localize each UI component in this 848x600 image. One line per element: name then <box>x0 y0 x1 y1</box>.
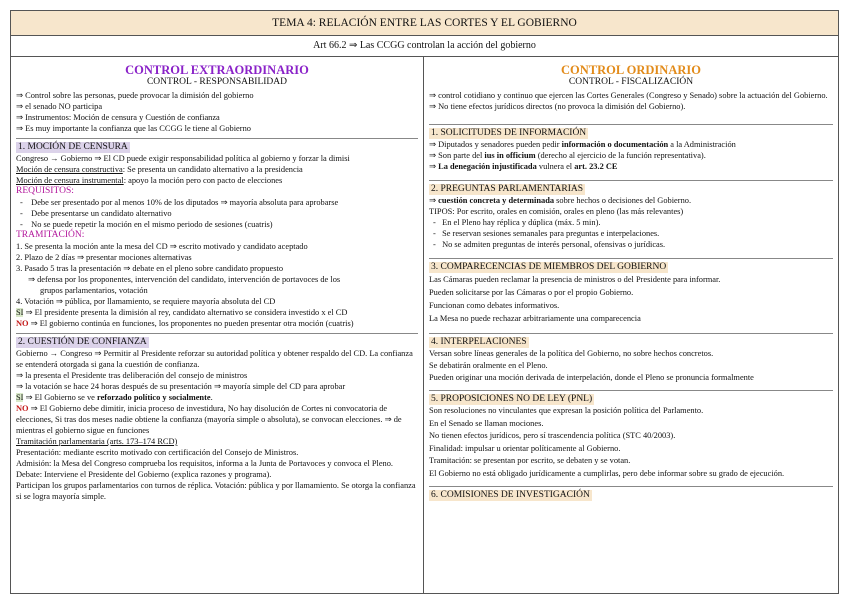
cuestion-no-line: NO ⇒ El Gobierno debe dimitir, inicia proceso de investidura, No hay disolución de Cortes ni convocatoria de elecciones, Si tras dos meses nadie obtiene la confianza (mayoría simple o absoluta), se convocan elecciones. ⇒ de mientras el gobierno sigue en funciones <box>16 404 402 435</box>
mocion-line-2: Moción de censura constructiva: Se presenta un candidato alternativo a la presidencia <box>16 165 303 174</box>
tramitacion-3: 3. Pasado 5 tras la presentación ⇒ debate en el pleno sobre candidato propuesto <box>16 264 284 273</box>
tramitacion-2: 2. Plazo de 2 días ⇒ presentar mociones alternativas <box>16 253 192 262</box>
page-title: TEMA 4: RELACIÓN ENTRE LAS CORTES Y EL GOBIERNO <box>11 11 838 36</box>
pnl-line-1: Son resoluciones no vinculantes que expresan la posición política del Parlamento. <box>429 406 704 415</box>
cuestion-line-2: ⇒ la presenta el Presidente tras deliberación del consejo de ministros <box>16 371 248 380</box>
comisiones-section <box>429 486 833 501</box>
cuestion-tramitacion-title: Tramitación parlamentaria (arts. 173–174 RCD) <box>16 437 178 446</box>
preguntas-section <box>429 180 833 250</box>
cuestion-tram-3: Debate: Interviene el Presidente del Gobierno (explica razones y programa). <box>16 470 272 479</box>
requisito-1: - Debe ser presentado por al menos 10% de los diputados ⇒ mayoría absoluta para aprobarse <box>20 198 339 207</box>
mocion-title: 1. MOCIÓN DE CENSURA <box>18 142 128 152</box>
left-heading: CONTROL EXTRAORDINARIO <box>125 63 309 77</box>
comparecencias-section <box>429 258 833 325</box>
right-subheading: CONTROL - FISCALIZACIÓN <box>568 77 694 87</box>
cuestion-tram-2: Admisión: la Mesa del Congreso comprueba los requisitos, informa a la Junta de Portavoces y convoca el Pleno. <box>16 459 394 468</box>
pnl-line-4: Finalidad: impulsar u orientar políticamente al Gobierno. <box>429 443 621 453</box>
cuestion-line-1: Gobierno → Congreso ⇒ Permitir al Presidente reforzar su autoridad política y obtener respaldo del CD. La confianza se entenderá otorgada si gana la cuestión de confianza. <box>16 349 413 369</box>
cuestion-tram-4: Participan los grupos parlamentarios con turnos de réplica. Votación: pública y por llamamiento. Se otorga la confianza si se logra mayoría simple. <box>16 481 416 501</box>
comparecencias-line-3: Funcionan como debates informativos. <box>429 301 560 310</box>
tramitacion-title: TRAMITACIÓN: <box>16 230 85 240</box>
control-ordinario-column <box>424 57 838 593</box>
pnl-section <box>429 390 833 480</box>
preguntas-item-3: - No se admiten preguntas de interés personal, ofensivas o jurídicas. <box>433 240 666 249</box>
requisito-2: - Debe presentarse un candidato alternativo <box>20 209 172 218</box>
right-heading: CONTROL ORDINARIO <box>561 63 701 77</box>
tramitacion-3-detail: ⇒ defensa por los proponentes, intervención del candidato, intervención de portavoces de los <box>28 275 341 284</box>
left-intro-4: ⇒ Es muy importante la confianza que las CCGG le tiene al Gobierno <box>16 124 251 133</box>
solicitudes-line-2: ⇒ Son parte del ius in officium (derecho al ejercicio de la función representativa). <box>429 151 706 160</box>
pnl-line-2: En el Senado se llaman mociones. <box>429 418 544 428</box>
preguntas-title: 2. PREGUNTAS PARLAMENTARIAS <box>431 184 583 194</box>
mocion-line-3: Moción de censura instrumental: apoyo la moción pero con pacto de elecciones <box>16 176 283 185</box>
comparecencias-line-4: La Mesa no puede rechazar arbitrariamente una comparecencia <box>429 314 641 323</box>
cuestion-tram-1: Presentación: mediante escrito motivado con certificación del Consejo de Ministros. <box>16 448 299 457</box>
comisiones-title: 6. COMISIONES DE INVESTIGACIÓN <box>431 490 590 500</box>
pnl-line-3: No tienen efectos jurídicos, pero sí trascendencia política (STC 40/2003). <box>429 431 676 440</box>
left-intro-3: ⇒ Instrumentos: Moción de censura y Cuestión de confianza <box>16 113 220 122</box>
mocion-si-line: SI ⇒ El presidente presenta la dimisión al rey, candidato alternativo se considera investido x el CD <box>16 308 348 317</box>
mocion-section <box>16 138 418 329</box>
tramitacion-4: 4. Votación ⇒ pública, por llamamiento, se requiere mayoría absoluta del CD <box>16 297 276 306</box>
interpelaciones-line-3: Pueden originar una moción derivada de interpelación, donde el Pleno se pronuncia formalmente <box>429 373 754 382</box>
cuestion-title: 2. CUESTIÓN DE CONFIANZA <box>18 337 147 347</box>
solicitudes-title: 1. SOLICITUDES DE INFORMACIÓN <box>431 128 587 138</box>
article-line: Art 66.2 ⇒ Las CCGG controlan la acción del gobierno <box>11 36 838 57</box>
left-intro-1: ⇒ Control sobre las personas, puede provocar la dimisión del gobierno <box>16 91 254 100</box>
preguntas-line-2: TIPOS: Por escrito, orales en comisión, orales en pleno (las más relevantes) <box>429 207 684 216</box>
pnl-line-5: Tramitación: se presentan por escrito, se debaten y se votan. <box>429 456 631 465</box>
tramitacion-1: 1. Se presenta la moción ante la mesa del CD ⇒ escrito motivado y candidato aceptado <box>16 242 308 251</box>
interpelaciones-line-2: Se debatirán oralmente en el Pleno. <box>429 361 548 370</box>
requisito-3: - No se puede repetir la moción en el mismo periodo de sesiones (cuatris) <box>20 220 273 229</box>
cuestion-si-line: SI ⇒ El Gobierno se ve reforzado político y socialmente. <box>16 393 213 402</box>
pnl-line-6: El Gobierno no está obligado jurídicamente a cumplirlas, pero debe informar sobre su grado de ejecución. <box>429 468 785 478</box>
right-intro-2: ⇒ No tiene efectos jurídicos directos (no provoca la dimisión del Gobierno). <box>429 102 686 111</box>
left-subheading: CONTROL - RESPONSABILIDAD <box>146 77 288 87</box>
mocion-no-line: NO ⇒ El gobierno continúa en funciones, los proponentes no pueden presentar otra moción (cuatris) <box>16 319 354 328</box>
cuestion-section <box>16 333 418 502</box>
comparecencias-line-2: Pueden solicitarse por las Cámaras o por el propio Gobierno. <box>429 288 634 297</box>
mocion-line-1: Congreso → Gobierno ⇒ El CD puede exigir responsabilidad política al gobierno y forzar la dimisi <box>16 154 350 163</box>
right-intro-1: ⇒ control cotidiano y continuo que ejercen las Cortes Generales (Congreso y Senado) sobre la actuación del Gobierno. <box>429 91 828 100</box>
pnl-title: 5. PROPOSICIONES NO DE LEY (PNL) <box>431 394 593 404</box>
left-intro-2: ⇒ el senado NO participa <box>16 102 103 111</box>
solicitudes-section <box>429 124 833 172</box>
control-extraordinario-column <box>11 57 424 593</box>
solicitudes-line-1: ⇒ Diputados y senadores pueden pedir información o documentación a la Administración <box>429 140 736 149</box>
preguntas-item-1: - En el Pleno hay réplica y dúplica (máx. 5 min). <box>433 218 601 227</box>
preguntas-item-2: - Se reservan sesiones semanales para preguntas e interpelaciones. <box>433 229 660 238</box>
document-page <box>10 10 839 594</box>
preguntas-line-1: ⇒ cuestión concreta y determinada sobre hechos o decisiones del Gobierno. <box>429 196 692 205</box>
tramitacion-3-detail-b: grupos parlamentarios, votación <box>40 286 148 295</box>
solicitudes-line-3: ⇒ La denegación injustificada vulnera el art. 23.2 CE <box>429 162 618 171</box>
cuestion-line-3: ⇒ la votación se hace 24 horas después de su presentación ⇒ mayoría simple del CD para aprobar <box>16 382 346 391</box>
interpelaciones-title: 4. INTERPELACIONES <box>431 337 527 347</box>
interpelaciones-section <box>429 333 833 384</box>
comparecencias-line-1: Las Cámaras pueden reclamar la presencia de ministros o del Presidente para informar. <box>429 275 721 284</box>
comparecencias-title: 3. COMPARECENCIAS DE MIEMBROS DEL GOBIERNO <box>431 262 667 272</box>
requisitos-title: REQUISITOS: <box>16 186 74 196</box>
interpelaciones-line-1: Versan sobre líneas generales de la política del Gobierno, no sobre hechos concretos. <box>429 349 714 358</box>
